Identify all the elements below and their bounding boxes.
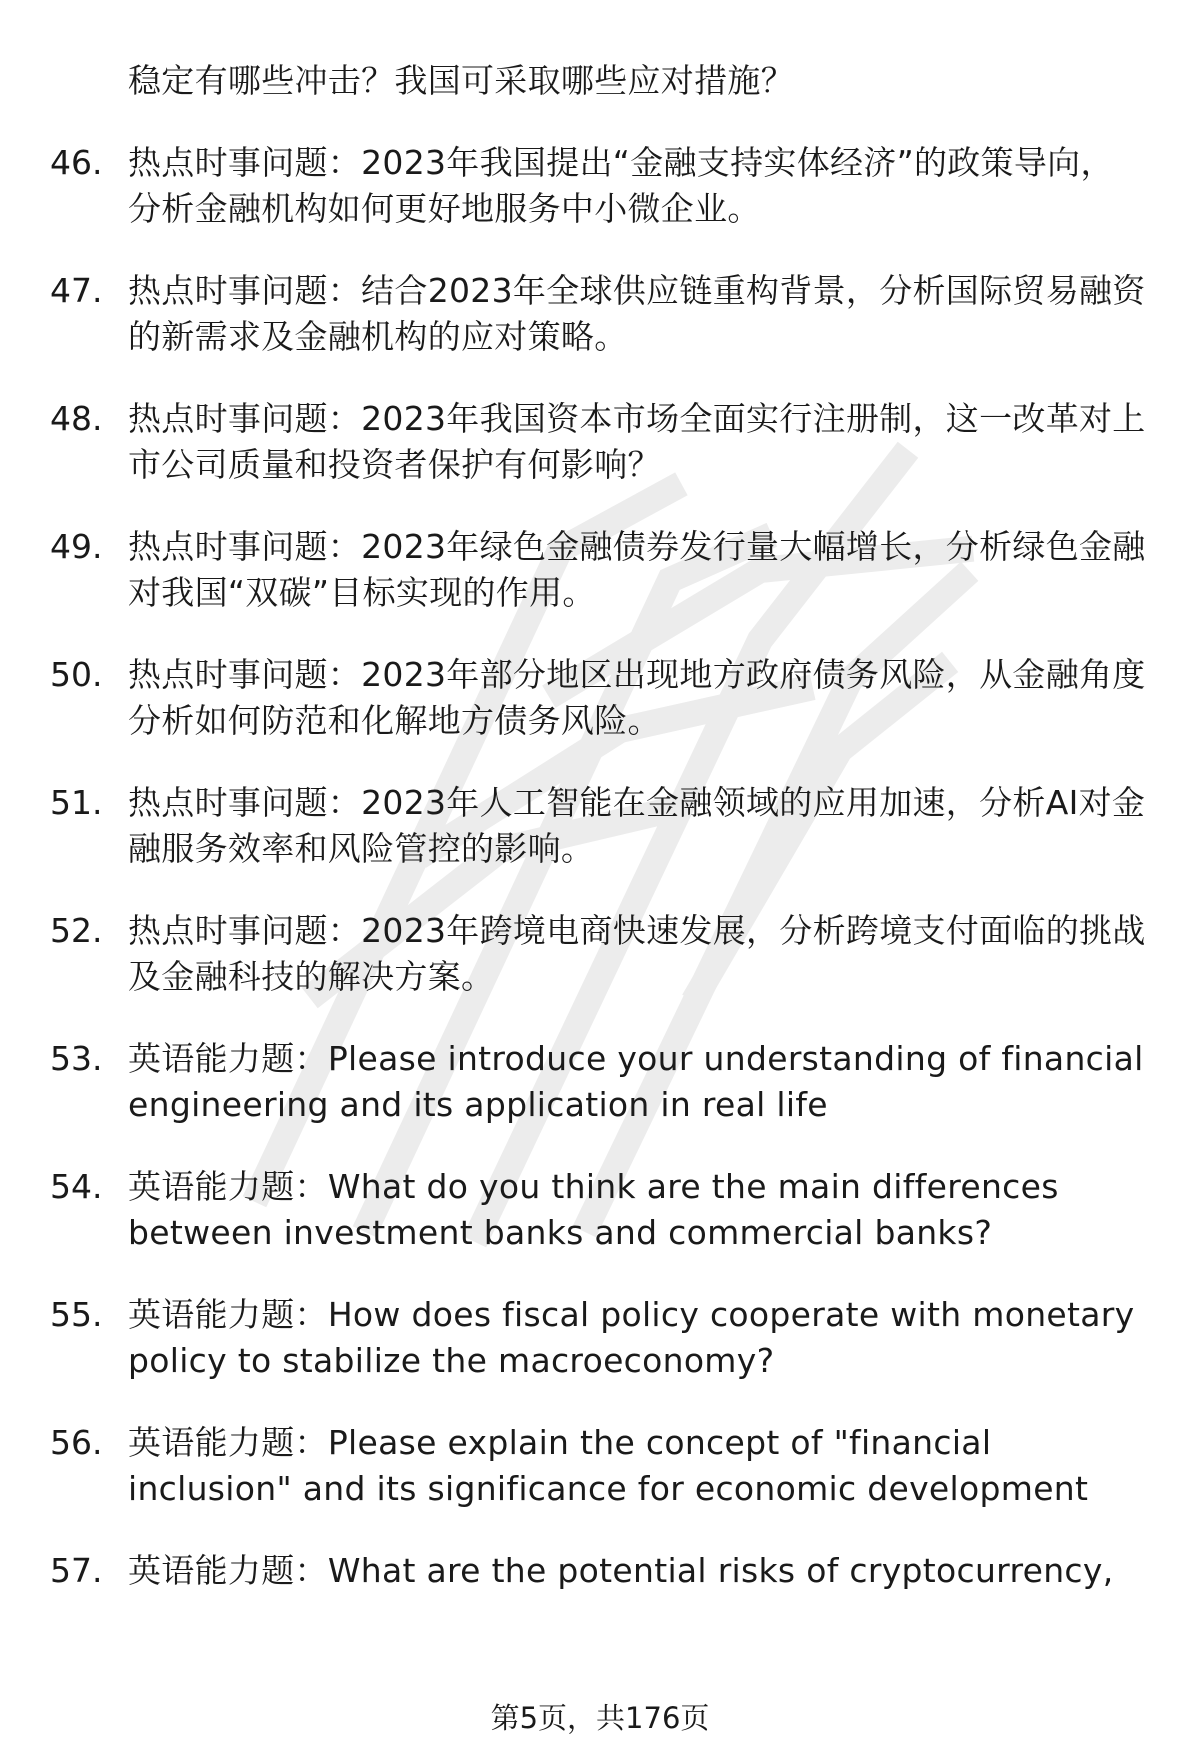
page-indicator: 第5页，共176页 bbox=[490, 1701, 710, 1735]
question-number: 51. bbox=[50, 783, 103, 822]
question-number: 46. bbox=[50, 143, 103, 182]
question-number: 53. bbox=[50, 1039, 103, 1078]
question-body: 2023年部分地区出现地方政府债务风险，从金融角度分析如何防范和化解地方债务风险。 bbox=[128, 655, 1146, 740]
question-item bbox=[50, 780, 1150, 872]
question-text-block bbox=[128, 140, 1150, 232]
question-text-block bbox=[128, 908, 1150, 1000]
question-text-block bbox=[128, 1036, 1150, 1128]
question-item bbox=[50, 908, 1150, 1000]
question-text-block bbox=[128, 1164, 1150, 1256]
question-body: What do you think are the main differences between investment banks and commercial banks? bbox=[128, 1167, 1059, 1252]
question-text-block bbox=[128, 524, 1150, 616]
question-text-block bbox=[128, 1420, 1150, 1512]
question-text-block bbox=[128, 268, 1150, 360]
question-item bbox=[50, 524, 1150, 616]
question-number: 56. bbox=[50, 1423, 103, 1462]
question-item bbox=[50, 268, 1150, 360]
page-footer bbox=[0, 1700, 1200, 1736]
question-category: 英语能力题： bbox=[128, 1167, 328, 1206]
question-body: 2023年人工智能在金融领域的应用加速，分析AI对金融服务效率和风险管控的影响。 bbox=[128, 783, 1146, 868]
question-body: Please explain the concept of "financial inclusion" and its significance for economic development bbox=[128, 1423, 1089, 1508]
question-body: Please introduce your understanding of financial engineering and its application in real life bbox=[128, 1039, 1144, 1124]
question-item bbox=[50, 1036, 1150, 1128]
question-list bbox=[50, 140, 1150, 1594]
question-category: 英语能力题： bbox=[128, 1039, 328, 1078]
question-number: 47. bbox=[50, 271, 103, 310]
question-number: 54. bbox=[50, 1167, 103, 1206]
question-text-block bbox=[128, 1292, 1150, 1384]
question-category: 热点时事问题： bbox=[128, 911, 362, 950]
question-body: How does fiscal policy cooperate with monetary policy to stabilize the macroeconomy? bbox=[128, 1295, 1135, 1380]
question-body: 2023年绿色金融债券发行量大幅增长，分析绿色金融对我国“双碳”目标实现的作用。 bbox=[128, 527, 1146, 612]
question-number: 50. bbox=[50, 655, 103, 694]
question-category: 热点时事问题： bbox=[128, 527, 362, 566]
question-number: 49. bbox=[50, 527, 103, 566]
question-category: 英语能力题： bbox=[128, 1295, 328, 1334]
question-text-block bbox=[128, 780, 1150, 872]
question-body: What are the potential risks of cryptocurrency, bbox=[327, 1551, 1114, 1590]
question-number: 57. bbox=[50, 1551, 103, 1590]
question-continuation-text: 稳定有哪些冲击？我国可采取哪些应对措施？ bbox=[128, 61, 794, 100]
question-text-block bbox=[128, 1548, 1150, 1594]
question-item bbox=[50, 1292, 1150, 1384]
question-item bbox=[50, 1164, 1150, 1256]
question-number: 48. bbox=[50, 399, 103, 438]
question-body: 2023年跨境电商快速发展，分析跨境支付面临的挑战及金融科技的解决方案。 bbox=[128, 911, 1146, 996]
question-text-block bbox=[128, 396, 1150, 488]
question-category: 热点时事问题： bbox=[128, 655, 362, 694]
question-category: 热点时事问题： bbox=[128, 143, 362, 182]
question-category: 热点时事问题： bbox=[128, 783, 362, 822]
question-category: 热点时事问题： bbox=[128, 399, 362, 438]
question-item bbox=[50, 396, 1150, 488]
question-item bbox=[50, 1420, 1150, 1512]
question-body: 结合2023年全球供应链重构背景，分析国际贸易融资的新需求及金融机构的应对策略。 bbox=[128, 271, 1146, 356]
question-category: 英语能力题： bbox=[128, 1551, 328, 1590]
question-number: 55. bbox=[50, 1295, 103, 1334]
question-text-block bbox=[128, 652, 1150, 744]
question-category: 热点时事问题： bbox=[128, 271, 362, 310]
question-item bbox=[50, 140, 1150, 232]
question-body: 2023年我国提出“金融支持实体经济”的政策导向，分析金融机构如何更好地服务中小微企业。 bbox=[128, 143, 1114, 228]
question-item bbox=[50, 1548, 1150, 1594]
question-item bbox=[50, 652, 1150, 744]
question-category: 英语能力题： bbox=[128, 1423, 328, 1462]
question-body: 2023年我国资本市场全面实行注册制，这一改革对上市公司质量和投资者保护有何影响？ bbox=[128, 399, 1146, 484]
question-number: 52. bbox=[50, 911, 103, 950]
